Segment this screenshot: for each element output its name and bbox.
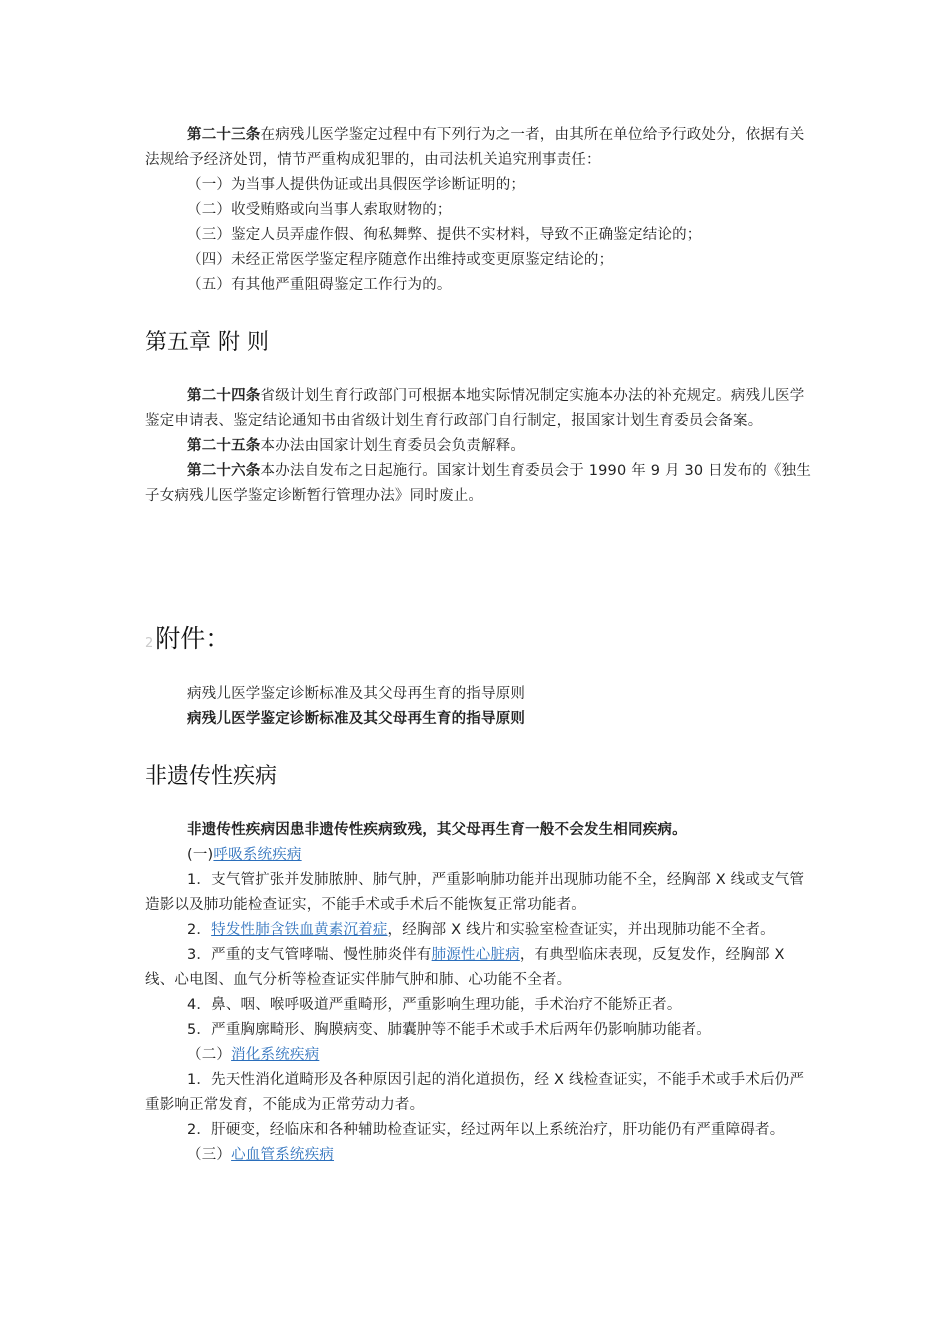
article-23-item-5: （五）有其他严重阻碍鉴定工作行为的。	[187, 277, 452, 293]
cor-pulmonale-link[interactable]: 肺源性心脏病	[431, 947, 520, 963]
digestive-item-2: 2．肝硬变，经临床和各种辅助检查证实，经过两年以上系统治疗，肝功能仍有严重障碍者。	[187, 1122, 785, 1138]
article-25-title: 第二十五条	[187, 438, 261, 454]
nongenetic-body	[145, 818, 815, 1168]
article-24	[145, 384, 815, 434]
digestive-link[interactable]: 消化系统疾病	[231, 1047, 320, 1063]
respiratory-item-3-prefix: 3．严重的支气管哮喘、慢性肺炎伴有	[187, 947, 432, 963]
article-24-text: 省级计划生育行政部门可根据本地实际情况制定实施本办法的补充规定。病残儿医学鉴定申请表、鉴定结论通知书由省级计划生育行政部门自行制定，报国家计划生育委员会备案。	[145, 388, 805, 429]
article-23-item-3: （三）鉴定人员弄虚作假、徇私舞弊、提供不实材料，导致不正确鉴定结论的；	[187, 227, 702, 243]
article-26	[145, 459, 815, 509]
respiratory-heading	[145, 843, 815, 868]
digestive-item-1: 1．先天性消化道畸形及各种原因引起的消化道损伤，经 X 线检查证实，不能手术或手术后仍严重影响正常发育，不能成为正常劳动力者。	[145, 1072, 805, 1113]
hemosiderosis-link[interactable]: 特发性肺含铁血黄素沉着症	[211, 922, 388, 938]
attachment-heading	[145, 622, 230, 661]
article-23-para	[145, 123, 815, 173]
article-26-title: 第二十六条	[187, 463, 261, 479]
attachment-lines	[145, 682, 815, 732]
article-23-title: 第二十三条	[187, 127, 261, 143]
respiratory-item-5: 5．严重胸廓畸形、胸膜病变、肺囊肿等不能手术或手术后两年仍影响肺功能者。	[187, 1022, 711, 1038]
respiratory-prefix: (一)	[187, 847, 214, 863]
article-24-title: 第二十四条	[187, 388, 261, 404]
article-23-text: 在病残儿医学鉴定过程中有下列行为之一者，由其所在单位给予行政处分，依据有关法规给予经济处罚，情节严重构成犯罪的，由司法机关追究刑事责任：	[145, 127, 805, 168]
article-23-item-4: （四）未经正常医学鉴定程序随意作出维持或变更原鉴定结论的；	[187, 252, 614, 268]
respiratory-item-2-rest: ，经胸部 X 线片和实验室检查证实，并出现肺功能不全者。	[387, 922, 775, 938]
nongenetic-intro	[145, 818, 815, 843]
digestive-prefix: （二）	[187, 1047, 232, 1063]
cardiovascular-prefix: （三）	[187, 1147, 232, 1163]
nongenetic-heading: 非遗传性疾病	[145, 764, 278, 789]
attachment-line-1: 病残儿医学鉴定诊断标准及其父母再生育的指导原则	[187, 686, 526, 702]
articles-24-26	[145, 384, 815, 509]
attachment-heading-text: 附件：	[155, 624, 231, 653]
respiratory-item-2-prefix: 2．	[187, 922, 212, 938]
respiratory-item-1: 1．支气管扩张并发肺脓肿、肺气肿，严重影响肺功能并出现肺功能不全，经胸部 X 线或支气管造影以及肺功能检查证实，不能手术或手术后不能恢复正常功能者。	[145, 872, 805, 913]
respiratory-item-2	[145, 918, 815, 943]
respiratory-item-4: 4．鼻、咽、喉呼吸道严重畸形，严重影响生理功能，手术治疗不能矫正者。	[187, 997, 682, 1013]
article-23-item-1: （一）为当事人提供伪证或出具假医学诊断证明的；	[187, 177, 526, 193]
chapter-5-heading: 第五章 附 则	[145, 330, 269, 355]
nongenetic-intro-bold: 非遗传性疾病因患非遗传性疾病致残，其父母再生育一般不会发生相同疾病。	[187, 822, 687, 838]
article-25	[145, 434, 815, 459]
cardiovascular-link[interactable]: 心血管系统疾病	[231, 1147, 335, 1163]
respiratory-link[interactable]: 呼吸系统疾病	[213, 847, 302, 863]
respiratory-item-3	[145, 943, 815, 993]
attachment-line-2-bold: 病残儿医学鉴定诊断标准及其父母再生育的指导原则	[187, 711, 526, 727]
chapter-5-heading-block	[145, 328, 815, 358]
nongenetic-heading-block	[145, 762, 815, 792]
cardiovascular-heading	[145, 1143, 815, 1168]
digestive-heading	[145, 1043, 815, 1068]
attachment-number: 2	[145, 636, 154, 651]
article-25-text: 本办法由国家计划生育委员会负责解释。	[260, 438, 526, 454]
article-26-text: 本办法自发布之日起施行。国家计划生育委员会于 1990 年 9 月 30 日发布的《独生子女病残儿医学鉴定诊断暂行管理办法》同时废止。	[145, 463, 812, 504]
article-23	[145, 123, 815, 298]
article-23-item-2: （二）收受贿赂或向当事人索取财物的；	[187, 202, 452, 218]
respiratory-item-3-rest: ，有典型临床表现，反复发作，经胸部 X 线、心电图、血气分析等检查证实伴肺气肿和肺、心功能不全者。	[145, 947, 785, 988]
attachment-line-2	[145, 707, 815, 732]
